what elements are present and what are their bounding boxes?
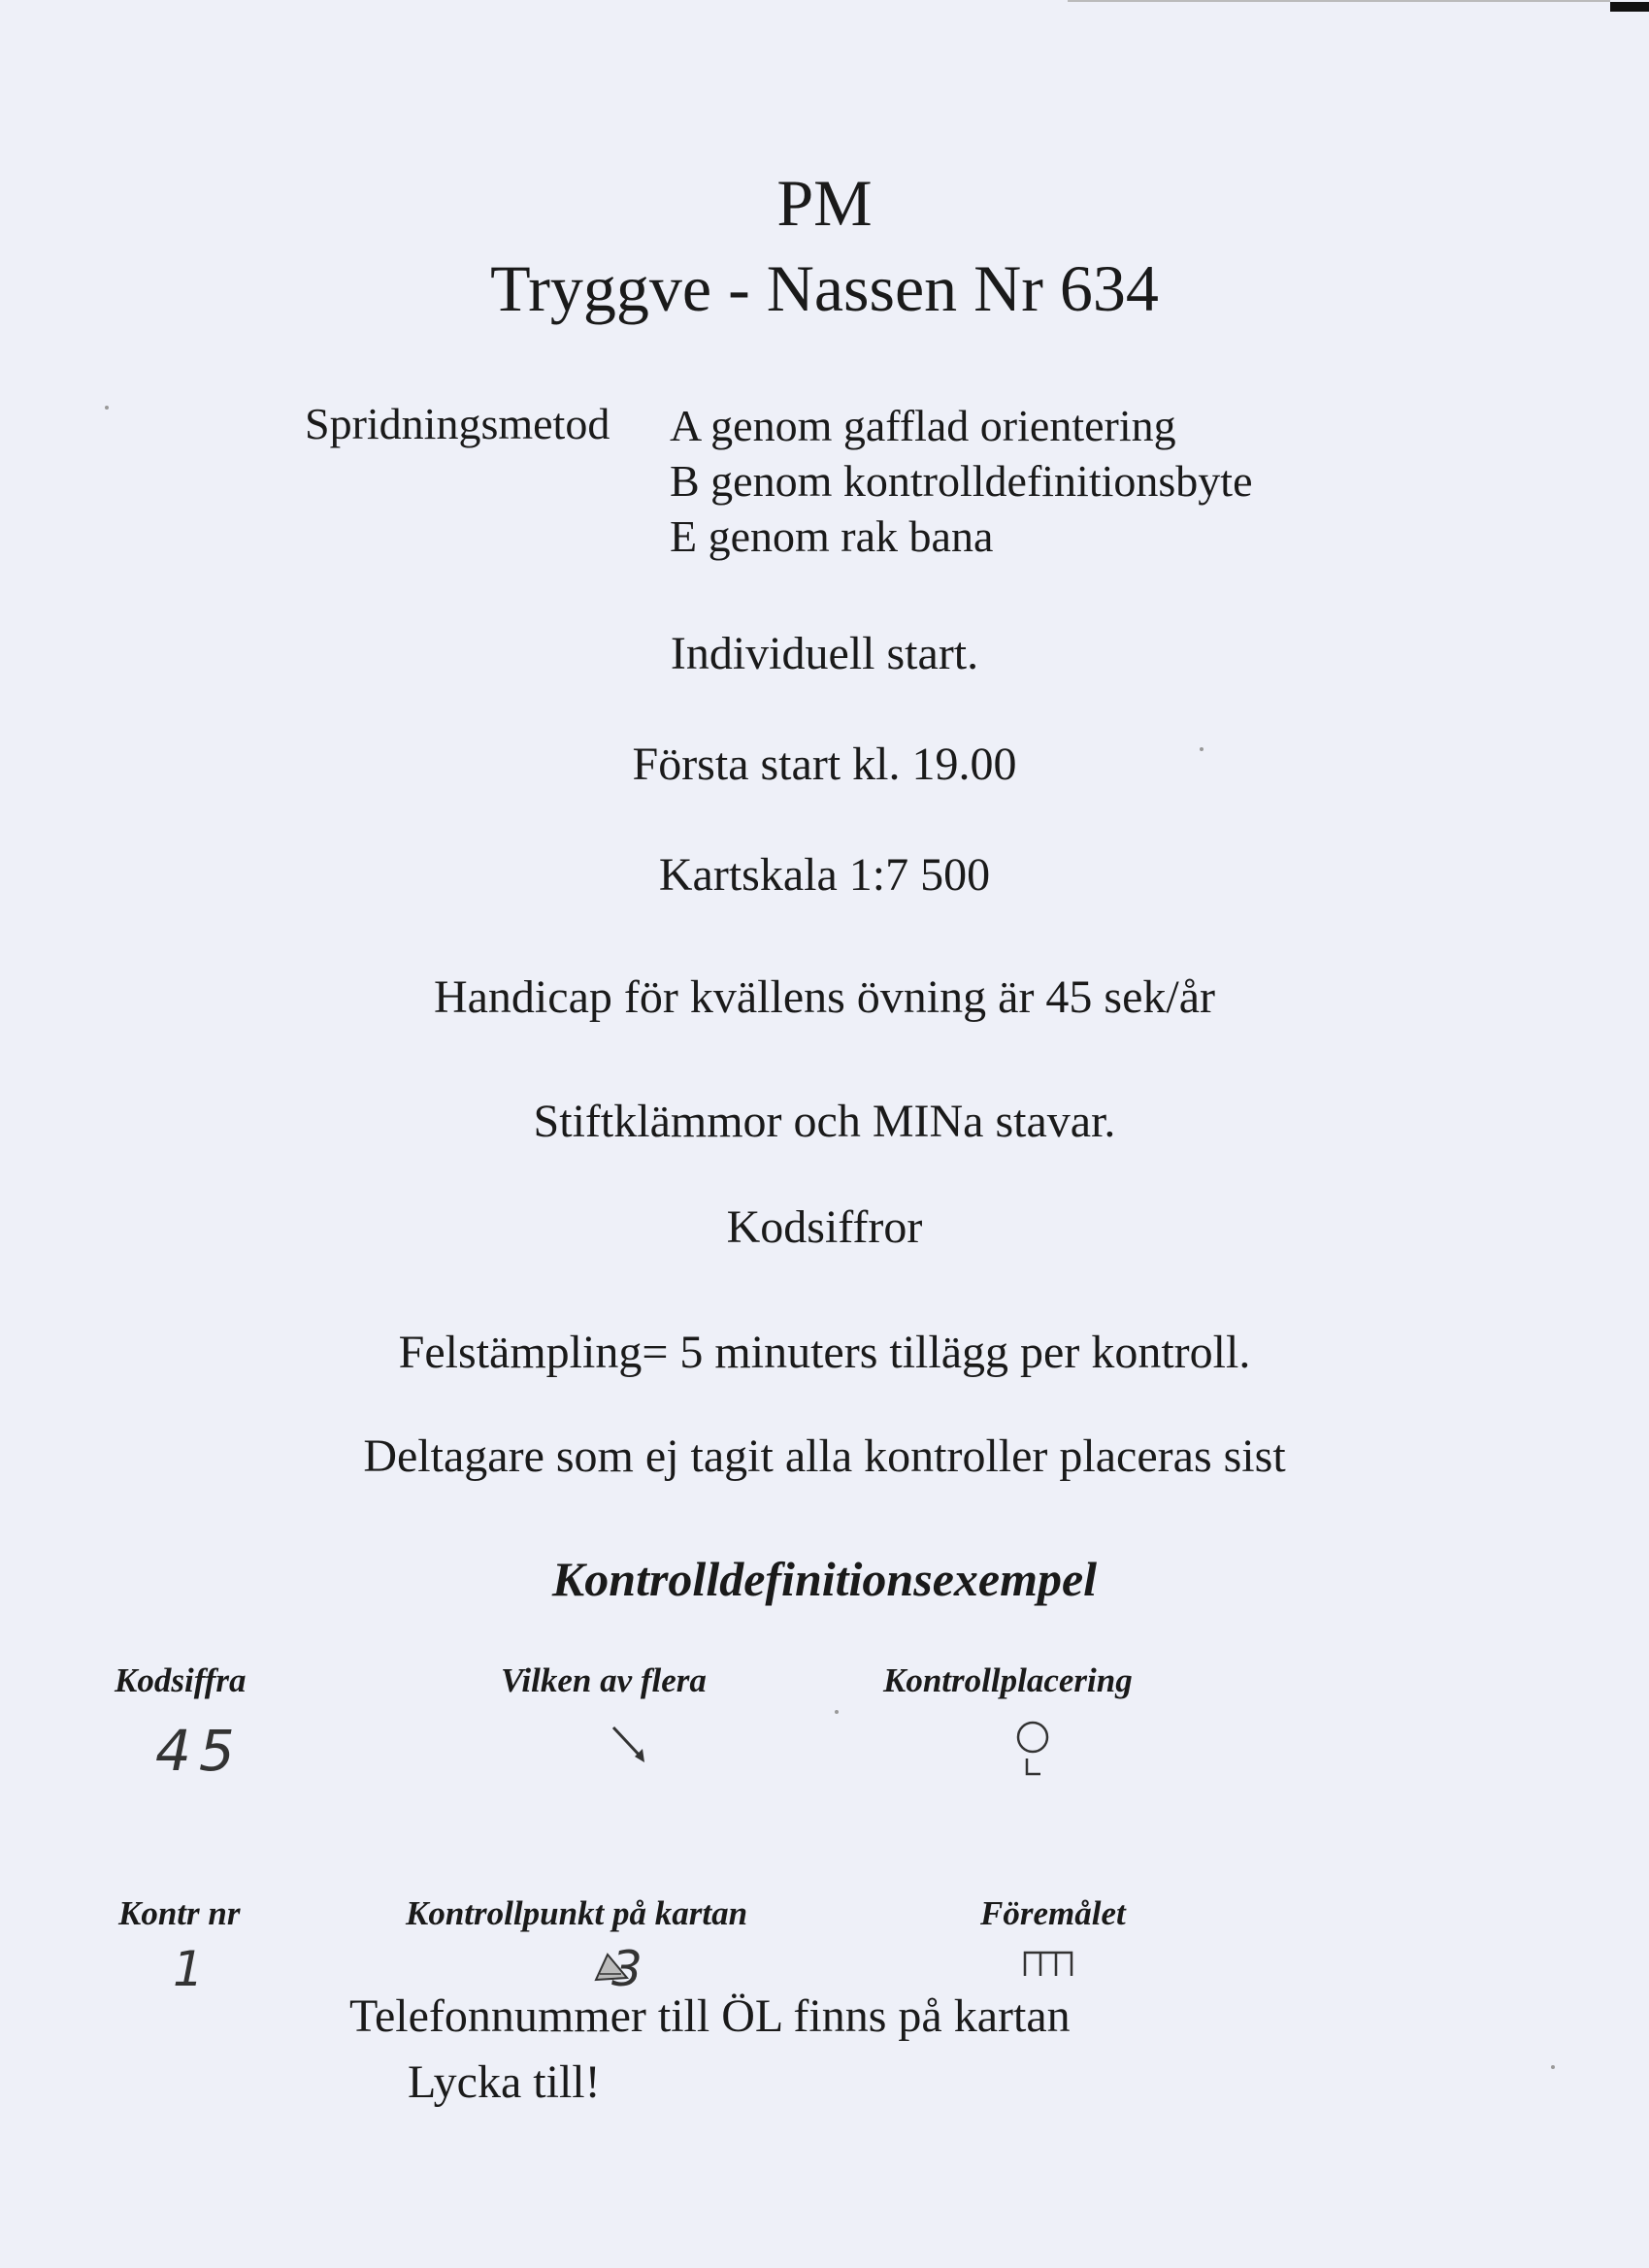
- spridning-list: [670, 398, 1253, 564]
- codes: Kodsiffror: [726, 1201, 923, 1253]
- label-vilken: Vilken av flera: [501, 1661, 707, 1699]
- label-kontrollpunkt: Kontrollpunkt på kartan: [406, 1894, 748, 1932]
- phone-info: Telefonnummer till ÖL finns på kartan: [349, 1990, 1071, 2042]
- handwritten-kontr-nr: 1: [173, 1941, 204, 1997]
- equipment: Stiftklämmor och MINa stavar.: [533, 1096, 1116, 1147]
- good-luck: Lycka till!: [408, 2056, 601, 2108]
- label-kontr-nr: Kontr nr: [118, 1894, 241, 1932]
- circle-placement-icon: [1013, 1714, 1052, 1787]
- scan-speck: [835, 1710, 839, 1714]
- map-scale: Kartskala 1:7 500: [658, 849, 991, 901]
- example-title: Kontrolldefinitionsexempel: [551, 1552, 1098, 1606]
- scan-edge-line: [1068, 0, 1610, 2]
- pm-heading: PM: [776, 166, 873, 240]
- spridning-item-e: E genom rak bana: [670, 511, 994, 561]
- scan-speck: [1551, 2065, 1555, 2069]
- label-kodsiffra: Kodsiffra: [115, 1661, 247, 1699]
- page-title: Tryggve - Nassen Nr 634: [490, 251, 1159, 325]
- handwritten-kontrollpunkt-digit: 3: [611, 1941, 643, 1997]
- start-type: Individuell start.: [670, 628, 979, 679]
- label-kontrollplacering: Kontrollplacering: [883, 1661, 1133, 1699]
- spridning-label: Spridningsmetod: [305, 399, 610, 448]
- handicap: Handicap för kvällens övning är 45 sek/år: [433, 971, 1216, 1023]
- spridning-item-a: A genom gafflad orientering: [670, 401, 1176, 450]
- scan-speck: [1200, 747, 1204, 751]
- missing-controls: Deltagare som ej tagit alla kontroller placeras sist: [363, 1430, 1286, 1482]
- fence-object-icon: [1021, 1947, 1075, 1985]
- first-start: Första start kl. 19.00: [632, 739, 1017, 790]
- label-foremalet: Föremålet: [980, 1894, 1126, 1932]
- spridning-item-b: B genom kontrolldefinitionsbyte: [670, 456, 1253, 506]
- scan-speck: [105, 406, 109, 410]
- penalty: Felstämpling= 5 minuters tillägg per kontroll.: [398, 1327, 1251, 1378]
- arrow-southeast-icon: [610, 1724, 652, 1773]
- handwritten-kodsiffra: 45: [155, 1718, 243, 1784]
- scan-edge-mark: [1610, 2, 1649, 12]
